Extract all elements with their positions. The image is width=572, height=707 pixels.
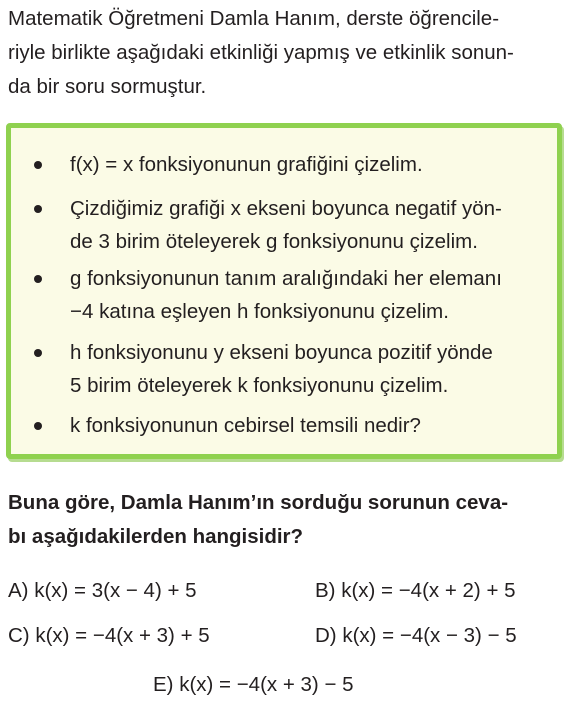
activity-item-text bbox=[70, 148, 423, 181]
activity-item-line: h fonksiyonunu y ekseni boyunca pozitif yönde bbox=[70, 341, 493, 364]
intro-paragraph bbox=[8, 2, 560, 104]
question-stem bbox=[8, 486, 508, 554]
option-a[interactable]: A) k(x) = 3(x − 4) + 5 bbox=[8, 579, 197, 602]
bullet-icon bbox=[34, 161, 42, 169]
option-c[interactable]: C) k(x) = −4(x + 3) + 5 bbox=[8, 624, 210, 647]
bullet-icon bbox=[34, 349, 42, 357]
activity-item-line: k fonksiyonunun cebirsel temsili nedir? bbox=[70, 414, 421, 437]
activity-item-line: Çizdiğimiz grafiği x ekseni boyunca negatif yön- bbox=[70, 197, 502, 220]
question-line: bı aşağıdakilerden hangisidir? bbox=[8, 525, 304, 548]
activity-item-text bbox=[70, 262, 502, 328]
activity-item-line: −4 katına eşleyen h fonksiyonunu çizelim. bbox=[70, 300, 449, 323]
intro-line: riyle birlikte aşağıdaki etkinliği yapmış ve etkinlik sonun- bbox=[8, 41, 514, 64]
intro-line: da bir soru sormuştur. bbox=[8, 75, 207, 98]
activity-item-text bbox=[70, 409, 421, 442]
bullet-icon bbox=[34, 422, 42, 430]
activity-item-text bbox=[70, 336, 493, 402]
option-d[interactable]: D) k(x) = −4(x − 3) − 5 bbox=[315, 624, 517, 647]
activity-item-line: f(x) = x fonksiyonunun grafiğini çizelim. bbox=[70, 153, 423, 176]
option-b[interactable]: B) k(x) = −4(x + 2) + 5 bbox=[315, 579, 516, 602]
activity-item-line: 5 birim öteleyerek k fonksiyonunu çizelim. bbox=[70, 374, 449, 397]
bullet-icon bbox=[34, 275, 42, 283]
question-line: Buna göre, Damla Hanım’ın sorduğu sorunun ceva- bbox=[8, 491, 509, 514]
activity-box bbox=[6, 123, 562, 459]
activity-item-line: de 3 birim öteleyerek g fonksiyonunu çizelim. bbox=[70, 230, 478, 253]
option-e[interactable]: E) k(x) = −4(x + 3) − 5 bbox=[153, 673, 354, 696]
activity-item-text bbox=[70, 192, 502, 258]
bullet-icon bbox=[34, 205, 42, 213]
intro-line: Matematik Öğretmeni Damla Hanım, derste öğrencile- bbox=[8, 7, 500, 30]
activity-item-line: g fonksiyonunun tanım aralığındaki her elemanı bbox=[70, 267, 502, 290]
